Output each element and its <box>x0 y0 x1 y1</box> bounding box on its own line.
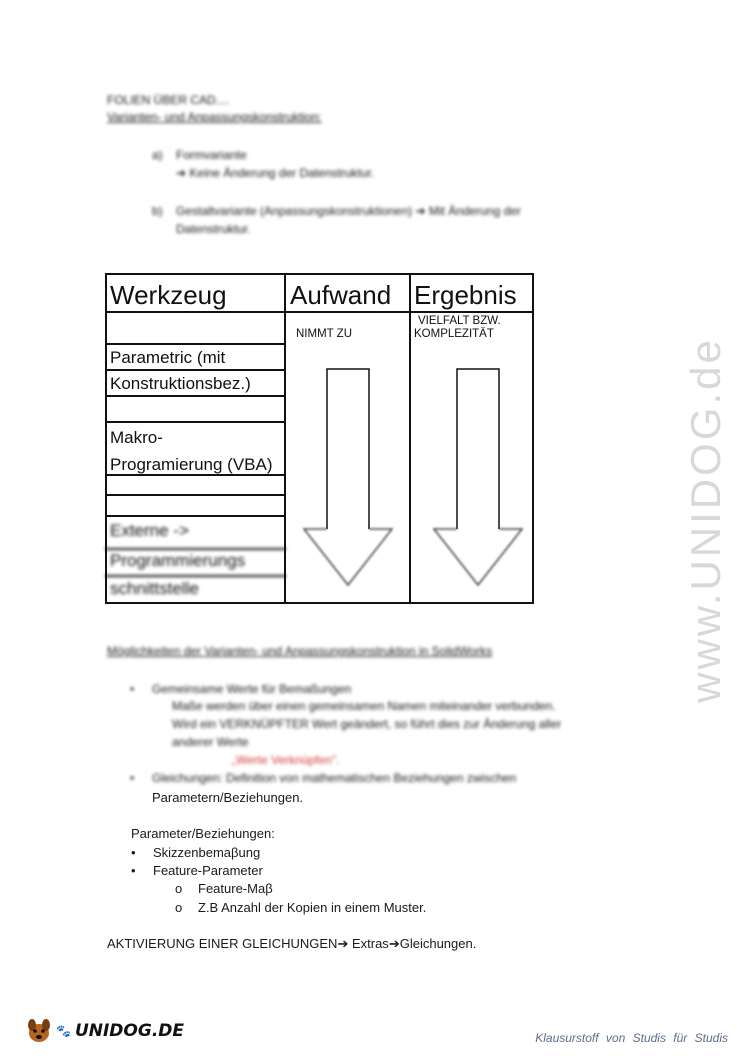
tool-line: Makro- <box>110 428 163 447</box>
row-rule <box>105 369 286 371</box>
arrow-right-icon: ➔ <box>412 204 429 218</box>
header-aufwand: Aufwand <box>290 280 392 310</box>
arrow-right-icon: ➔ <box>388 936 400 951</box>
params-item1: Skizzenbemaβung <box>153 845 261 860</box>
bullet1-line1: Maße werden über einen gemeinsamen Namen miteinander verbunden. <box>172 699 556 713</box>
bullet-icon: • <box>130 682 135 696</box>
tool-line: Konstruktionsbez.) <box>110 374 251 393</box>
tool-line: schnittstelle <box>110 579 199 598</box>
table-border-right <box>532 273 534 604</box>
circle-bullet-icon: o <box>175 881 183 896</box>
bullet2-line2: Parametern/Beziehungen. <box>152 790 304 805</box>
circle-bullet-icon: o <box>175 900 183 915</box>
row-rule <box>105 548 286 550</box>
variant-b-line1: Gestaltvariante (Anpassungskonstruktionen) ➔ Mit Änderung der <box>176 204 521 218</box>
header-ergebnis: Ergebnis <box>414 280 517 310</box>
arrow-down-icon <box>432 367 528 589</box>
table-border-left <box>105 273 107 604</box>
aufwand-caption: NIMMT ZU <box>296 328 353 340</box>
variant-b-line2: Datenstruktur. <box>176 222 251 236</box>
bullet-icon: • <box>130 771 135 785</box>
arrow-right-icon: ➔ <box>176 166 190 180</box>
row-rule <box>105 343 286 345</box>
table-header-rule <box>105 311 534 313</box>
bullet1-line2: Wird ein VERKNÜPFTER Wert geändert, so führt dies zur Änderung aller <box>172 717 562 731</box>
doc-subtitle: Varianten- und Anpassungskonstruktion: <box>107 110 322 124</box>
dog-icon <box>24 1016 54 1046</box>
doc-title: FOLIEN ÜBER CAD.... <box>107 93 230 107</box>
bullet-icon: • <box>131 845 136 860</box>
tool-line: Programmierungs <box>110 551 246 570</box>
table-border-col2 <box>409 273 411 604</box>
row-rule <box>105 515 286 517</box>
variant-a-detail: ➔ Keine Änderung der Datenstruktur. <box>176 166 375 180</box>
variant-a-label: Formvariante <box>176 148 247 162</box>
table-border-col1 <box>284 273 286 604</box>
bullet1-quote: „Werte Verknüpfen". <box>232 753 340 767</box>
tool-line: Externe -> <box>110 521 189 540</box>
row-rule <box>105 421 286 423</box>
table-border-bottom <box>105 602 534 604</box>
row-rule <box>105 575 286 577</box>
variant-b-marker: b) <box>152 204 163 218</box>
params-heading: Parameter/Beziehungen: <box>131 826 275 841</box>
section2-heading: Möglichkeiten der Varianten- und Anpassungskonstruktion in SolidWorks <box>107 644 493 658</box>
paw-icon: 🐾 <box>56 1024 71 1038</box>
variant-a-marker: a) <box>152 148 163 162</box>
tool-line: Programierung (VBA) <box>110 455 273 474</box>
params-item2: Feature-Parameter <box>153 863 263 878</box>
tool-line: Parametric (mit <box>110 348 226 367</box>
logo-text: UNIDOG.DE <box>74 1021 185 1041</box>
footer-tagline: Klausurstoff von Studis für Studis <box>535 1031 728 1045</box>
params-sub2: Z.B Anzahl der Kopien in einem Muster. <box>198 900 427 915</box>
arrow-right-icon: ➔ <box>337 936 349 951</box>
ergebnis-caption-2: KOMPLEZITÄT <box>414 328 494 340</box>
ergebnis-caption-1: VIELFALT BZW. <box>418 315 501 327</box>
bullet-icon: • <box>131 863 136 878</box>
bullet1-line3: anderer Werte <box>172 735 249 749</box>
arrow-down-icon <box>300 367 396 589</box>
activation-line: AKTIVIERUNG EINER GLEICHUNGEN➔ Extras➔Gleichungen. <box>107 936 477 951</box>
bullet2-line1: Gleichungen: Definition von mathematischen Beziehungen zwischen <box>152 771 517 785</box>
unidog-logo[interactable] <box>24 1016 184 1046</box>
bullet1-title: Gemeinsame Werte für Bemaßungen <box>152 682 352 696</box>
table-border-top <box>105 273 534 275</box>
watermark: www.UNIDOG.de <box>682 337 729 703</box>
params-sub1: Feature-Maβ <box>198 881 273 896</box>
header-werkzeug: Werkzeug <box>110 280 227 310</box>
row-rule <box>105 395 286 397</box>
row-rule <box>105 494 286 496</box>
